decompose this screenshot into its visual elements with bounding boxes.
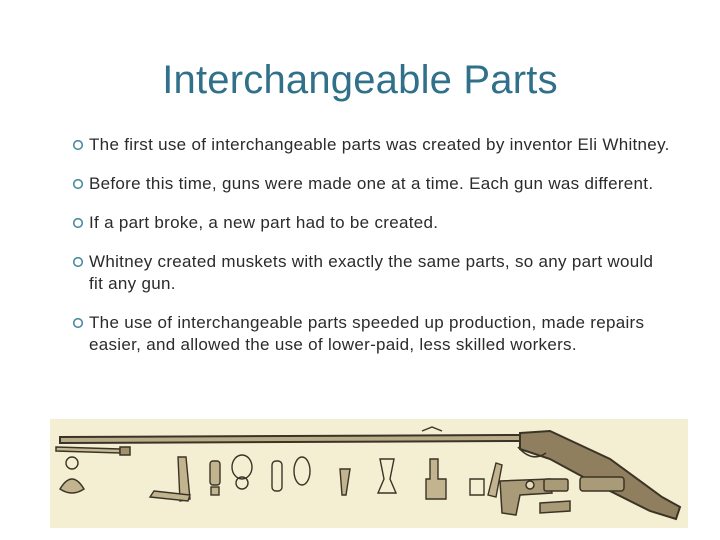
circle-bullet-icon (72, 178, 84, 190)
bullet-item (72, 134, 672, 156)
slide-title: Interchangeable Parts (162, 58, 558, 102)
bullet-list (72, 134, 672, 373)
circle-bullet-icon (72, 317, 84, 329)
bullet-item (72, 312, 672, 356)
bullet-text: Whitney created muskets with exactly the same parts, so any part would fit any gun. (89, 252, 654, 293)
musket-parts-illustration (50, 419, 688, 528)
circle-bullet-icon (72, 217, 84, 229)
bullet-item (72, 173, 672, 195)
bullet-item (72, 251, 672, 295)
circle-bullet-icon (72, 139, 84, 151)
bullet-text: If a part broke, a new part had to be created. (89, 213, 439, 232)
bullet-text: The use of interchangeable parts speeded up production, made repairs easier, and allowed the use of lower-paid, less skilled workers. (89, 313, 645, 354)
circle-bullet-icon (72, 256, 84, 268)
musket-parts-drawing (50, 419, 688, 528)
bullet-text: Before this time, guns were made one at a time. Each gun was different. (89, 174, 654, 193)
bullet-item (72, 212, 672, 234)
bullet-text: The first use of interchangeable parts was created by inventor Eli Whitney. (89, 135, 670, 154)
